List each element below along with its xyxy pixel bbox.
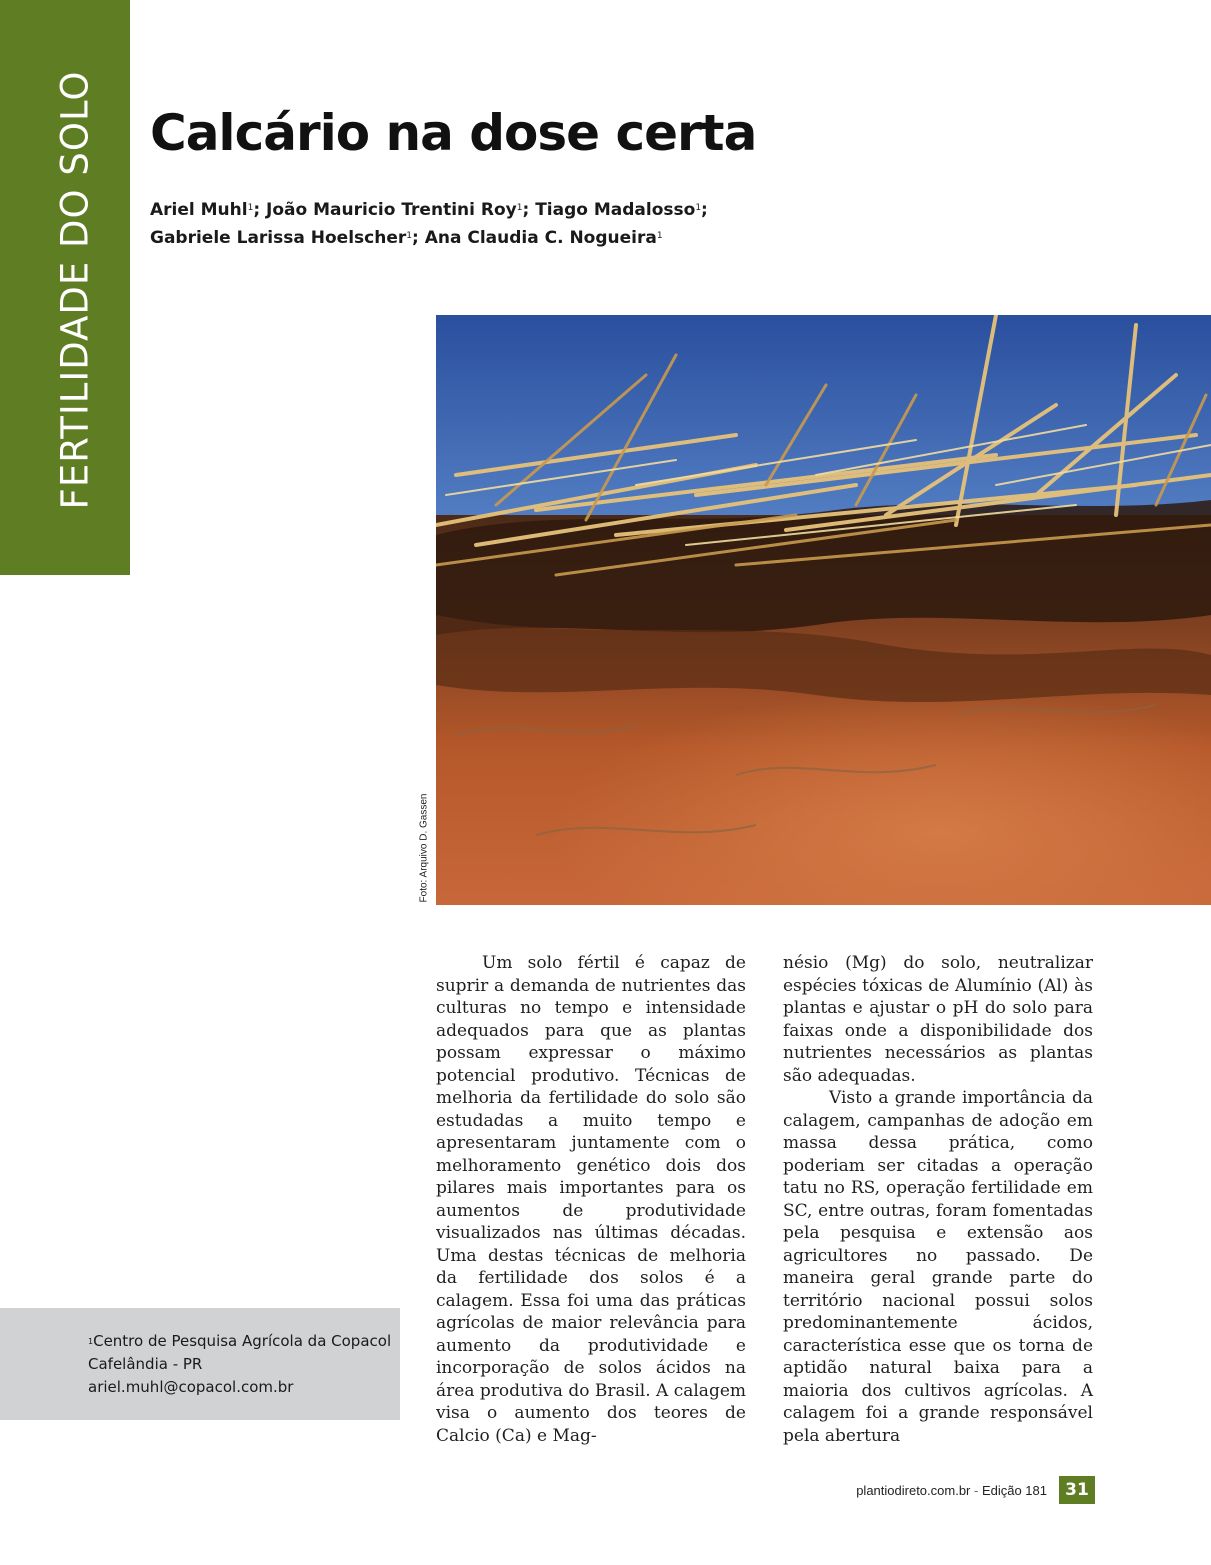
section-tab xyxy=(0,0,130,575)
page-number: 31 xyxy=(1059,1476,1095,1504)
author-separator: ; xyxy=(253,200,267,220)
author-separator: ; xyxy=(522,200,536,220)
body-column-2 xyxy=(783,952,1093,1447)
affiliation-marker: 1 xyxy=(516,203,523,213)
body-column-1 xyxy=(436,952,746,1447)
section-label: FERTILIDADE DO SOLO xyxy=(53,70,97,510)
author-separator: ; xyxy=(411,228,425,248)
body-paragraph: nésio (Mg) do solo, neutralizar espécies tóxicas de Alumínio (Al) às plantas e ajustar o pH do solo para faixas onde a disponibilidade dos nutrientes necessários as plantas são adequadas. xyxy=(783,953,1093,1086)
article-title: Calcário na dose certa xyxy=(150,104,757,162)
affiliation-marker: 1 xyxy=(406,231,412,241)
author-separator: ; xyxy=(701,200,708,220)
affiliation-marker: 1 xyxy=(695,203,702,213)
page-footer xyxy=(840,1476,1095,1506)
affiliation-institution: Centro de Pesquisa Agrícola da Copacol xyxy=(93,1332,392,1350)
author-name: Gabriele Larissa Hoelscher xyxy=(150,228,407,248)
affiliation-marker: 1 xyxy=(247,203,254,213)
author-name: João Mauricio Trentini Roy xyxy=(266,200,517,220)
footer-site-edition xyxy=(856,1483,1047,1498)
affiliation-location: Cafelândia - PR xyxy=(88,1355,203,1373)
body-paragraph: Um solo fértil é capaz de suprir a demanda de nutrientes das culturas no tempo e intensidade adequados para que as plantas possam expressar o máximo potencial produtivo. Técnicas de melhoria da fertilidade do solo são estudadas a muito tempo e apresentaram juntamente com o melhoramento genético dois dos pilares mais importantes para os aumentos de produtividade visualizados nas últimas décadas. Uma destas técnicas de melhoria da fertilidade dos solos é a calagem. Essa foi uma das práticas agrícolas de maior relevância para aumento da produtividade e incorporação de solos ácidos na área produtiva do Brasil. A calagem visa o aumento dos teores de Calcio (Ca) e Mag- xyxy=(436,953,747,1446)
author-list xyxy=(150,196,710,252)
footer-site: plantiodireto.com.br xyxy=(856,1483,971,1498)
photo-credit: Foto: Arquivo D. Gassen xyxy=(418,793,430,903)
footer-separator: - xyxy=(970,1483,982,1498)
affiliation-marker: 1 xyxy=(88,1337,94,1346)
affiliation-note xyxy=(88,1330,391,1399)
author-name: Tiago Madalosso xyxy=(535,200,696,220)
footer-edition: Edição 181 xyxy=(981,1483,1047,1498)
author-name: Ariel Muhl xyxy=(150,200,248,220)
affiliation-email: ariel.muhl@copacol.com.br xyxy=(88,1378,294,1396)
author-name: Ana Claudia C. Nogueira xyxy=(424,228,657,248)
affiliation-marker: 1 xyxy=(656,231,663,241)
soil-straw-photo xyxy=(436,315,1211,905)
affiliation-box xyxy=(0,1308,400,1420)
body-paragraph: Visto a grande importância da calagem, campanhas de adoção em massa dessa prática, como poderiam ser citadas a operação tatu no RS, operação fertilidade em SC, entre outras, foram fomentadas pela pesquisa e extensão aos agricultores no passado. De maneira geral grande parte do território nacional possui solos predominantemente ácidos, característica esse que os torna de aptidão natural baixa para a maioria dos cultivos agrícolas. A calagem foi a grande responsável pela abertura xyxy=(783,1088,1093,1446)
